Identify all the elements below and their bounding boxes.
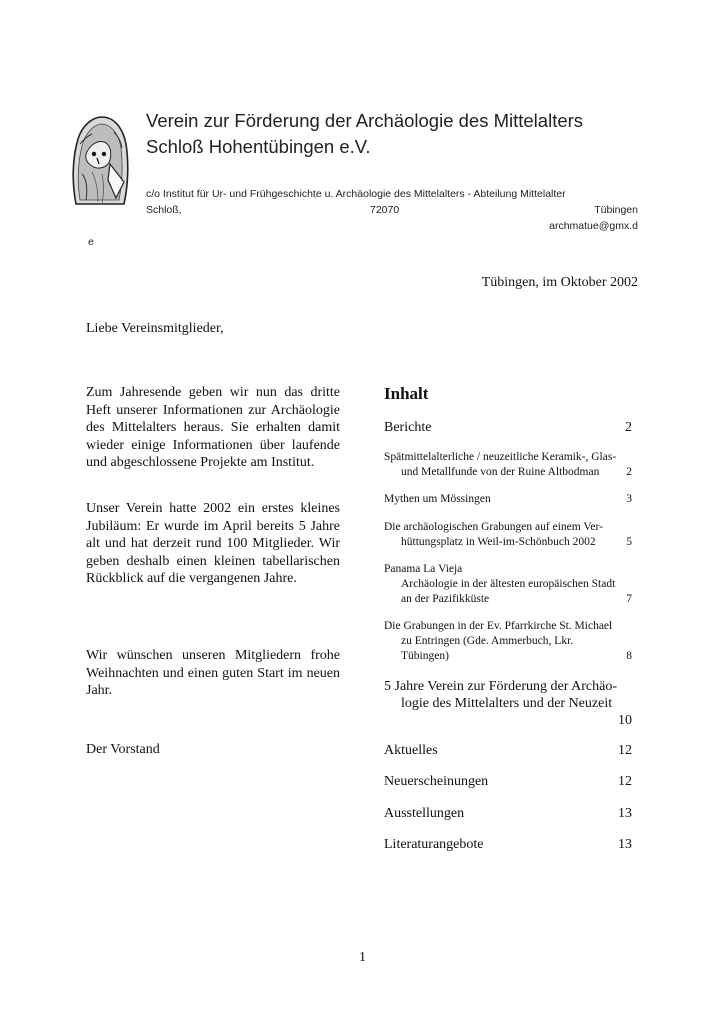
toc-item-panama: Panama La Vieja Archäologie in der ältesten europäischen Stadt an der Pazifikküste 7	[384, 563, 632, 605]
table-of-contents	[384, 384, 632, 852]
toc-page: 8	[626, 650, 632, 662]
toc-page: 2	[626, 466, 632, 478]
salutation: Liebe Vereinsmitglieder,	[86, 321, 224, 336]
toc-item-neuerscheinungen: Neuerscheinungen 12	[384, 774, 632, 789]
toc-item-weil-im-schoenbuch: Die archäologischen Grabungen auf einem Ver- hüttungsplatz in Weil-im-Schönbuch 2002 5	[384, 521, 632, 548]
toc-page: 2	[625, 420, 632, 435]
toc-page: 13	[618, 806, 632, 821]
toc-page: 10	[618, 713, 632, 728]
toc-page: 3	[626, 493, 632, 505]
toc-page: 13	[618, 837, 632, 852]
toc-item-literaturangebote: Literaturangebote 13	[384, 837, 632, 852]
toc-page: 12	[618, 743, 632, 758]
toc-page: 5	[626, 536, 632, 548]
address-block	[146, 186, 638, 234]
page-number: 1	[359, 950, 366, 965]
toc-item-entringen: Die Grabungen in der Ev. Pfarrkirche St. Michael zu Entringen (Gde. Ammerbuch, Lkr. Tübingen) 8	[384, 620, 632, 662]
organization-title	[146, 108, 583, 160]
email-tail: e	[88, 236, 94, 248]
stone-figure-logo	[68, 114, 130, 209]
toc-item-altbodman: Spätmittelalterliche / neuzeitliche Keramik-, Glas- und Metallfunde von der Ruine Altbodman 2	[384, 451, 632, 478]
toc-item-5-jahre-verein: 5 Jahre Verein zur Förderung der Archäo- logie des Mittelalters und der Neuzeit 10	[384, 679, 632, 728]
address-city: Tübingen	[594, 204, 638, 216]
signoff: Der Vorstand	[86, 742, 160, 757]
toc-item-aktuelles: Aktuelles 12	[384, 743, 632, 758]
paragraph-2: Unser Verein hatte 2002 ein erstes kleines Jubiläum: Er wurde im April bereits 5 Jahre alt und hat derzeit rund 100 Mitglieder. Wir geben deshalb einen kleinen tabellarischen Rückblick auf die vergangenen Jahre.	[86, 501, 340, 586]
toc-page: 7	[626, 593, 632, 605]
toc-item-moessingen: Mythen um Mössingen 3	[384, 493, 632, 505]
toc-heading: Inhalt	[384, 384, 429, 403]
letter-date: Tübingen, im Oktober 2002	[481, 275, 638, 290]
toc-item-ausstellungen: Ausstellungen 13	[384, 806, 632, 821]
address-line-2	[146, 202, 638, 218]
paragraph-3: Wir wünschen unseren Mitgliedern frohe Weihnachten und einen guten Start im neuen Jahr.	[86, 648, 340, 698]
address-line-1: c/o Institut für Ur- und Frühgeschichte u. Archäologie des Mittelalters - Abteilung Mittelalter	[146, 188, 566, 200]
toc-item-berichte: Berichte 2	[384, 420, 632, 435]
paragraph-1: Zum Jahresende geben wir nun das dritte Heft unserer Informationen zur Archäologie des Mittelalters heraus. Sie erhalten damit wieder einige Informationen über laufende und abgeschlossene Projekte am Institut.	[86, 385, 340, 470]
address-place: Schloß,	[146, 204, 182, 216]
toc-page: 12	[618, 774, 632, 789]
title-line-2: Schloß Hohentübingen e.V.	[146, 136, 371, 157]
title-line-1: Verein zur Förderung der Archäologie des Mittelalters	[146, 110, 584, 131]
email-main: archmatue@gmx.d	[549, 220, 638, 232]
address-zip: 72070	[370, 204, 400, 216]
